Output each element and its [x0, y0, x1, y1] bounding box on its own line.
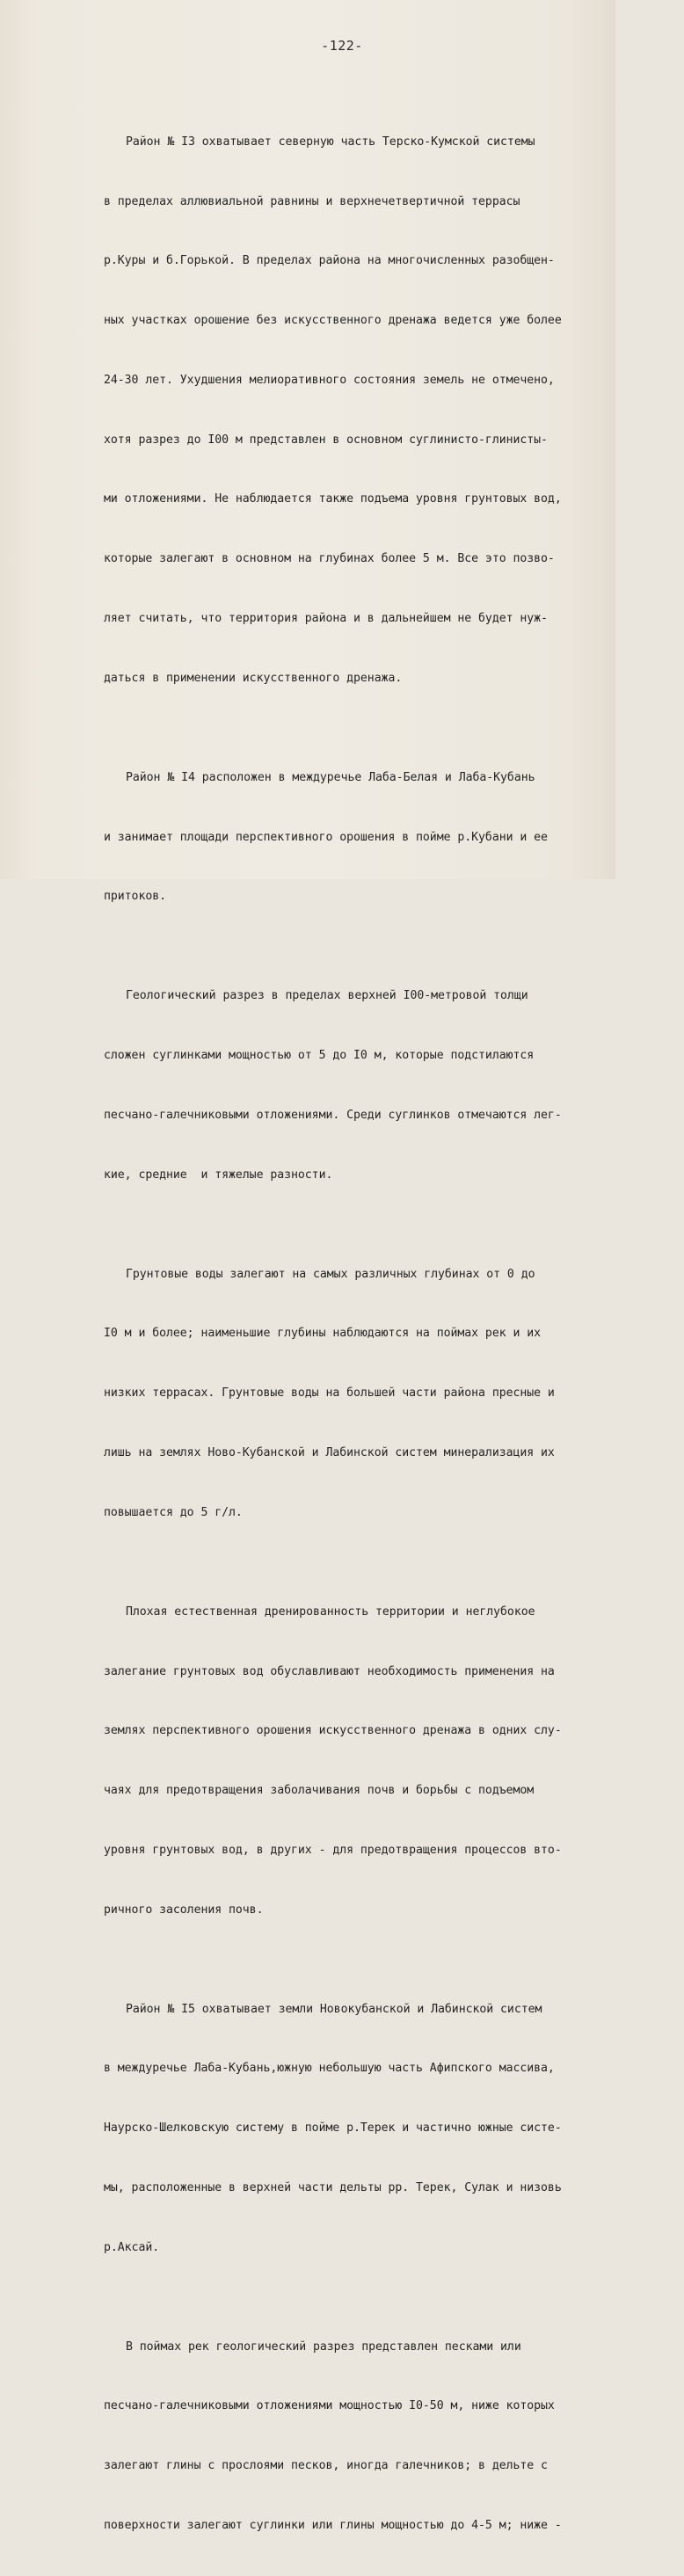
text-line: в междуречье Лаба-Кубань,южную небольшую часть Афипского массива, [104, 2062, 555, 2076]
page-number: -122- [321, 38, 363, 54]
text-line: притоков. [104, 890, 167, 904]
text-line: В поймах рек геологический разрез представлен песками или [126, 2340, 521, 2354]
text-line: ми отложениями. Не наблюдается также подъема уровня грунтовых вод, [104, 492, 562, 506]
text-line: ляет считать, что территория района и в дальнейшем не будет нуж- [104, 612, 548, 626]
text-line: 24-30 лет. Ухудшения мелиоративного состояния земель не отмечено, [104, 373, 555, 387]
text-line: р.Аксай. [104, 2240, 160, 2254]
text-line: р.Куры и б.Горькой. В пределах района на многочисленных разобщен- [104, 254, 555, 268]
text-line: в пределах аллювиальной равнины и верхнечетвертичной террасы [104, 194, 520, 208]
text-line: и занимает площади перспективного орошения в пойме р.Кубани и ее [104, 830, 548, 844]
text-line: сложен суглинками мощностью от 5 до I0 м, которые подстилаются [104, 1049, 535, 1063]
text-line: кие, средние и тяжелые разности. [104, 1168, 333, 1182]
text-line: ных участках орошение без искусственного дренажа ведется уже более [104, 314, 562, 328]
text-line: мы, расположенные в верхней части дельты рр. Терек, Сулак и низовь [104, 2180, 562, 2194]
text-line: ричного засоления почв. [104, 1903, 264, 1917]
body-text [104, 73, 614, 2576]
text-line: поверхности залегают суглинки или глины мощностью до 4-5 м; ниже - [104, 2519, 562, 2533]
text-line: чаях для предотвращения заболачивания почв и борьбы с подъемом [104, 1784, 535, 1798]
text-line: повышается до 5 г/л. [104, 1505, 243, 1519]
text-line: песчано-галечниковыми отложениями. Среди суглинков отмечаются лег- [104, 1108, 562, 1122]
text-line: землях перспективного орошения искусственного дренажа в одних слу- [104, 1724, 562, 1738]
text-line: Геологический разрез в пределах верхней I00-метровой толщи [126, 989, 528, 1003]
text-line: I0 м и более; наименьшие глубины наблюдаются на поймах рек и их [104, 1327, 542, 1341]
text-line: хотя разрез до I00 м представлен в основном суглинисто-глинисты- [104, 433, 548, 447]
text-line: песчано-галечниковыми отложениями мощностью I0-50 м, ниже которых [104, 2399, 555, 2413]
text-line: которые залегают в основном на глубинах более 5 м. Все это позво- [104, 552, 555, 566]
text-line: залегание грунтовых вод обуславливают необходимость применения на [104, 1664, 555, 1678]
text-line: Район № I3 охватывает северную часть Терско-Кумской системы [126, 135, 535, 149]
text-line: Район № I4 расположен в междуречье Лаба-Белая и Лаба-Кубань [126, 770, 535, 784]
text-line: Грунтовые воды залегают на самых различных глубинах от 0 до [126, 1267, 535, 1281]
text-line: лишь на землях Ново-Кубанской и Лабинской систем минерализация их [104, 1445, 555, 1459]
text-line: залегают глины с прослоями песков, иногда галечников; в дельте с [104, 2459, 548, 2473]
text-line: даться в применении искусственного дренажа. [104, 671, 403, 685]
text-line: Наурско-Шелковскую систему в пойме р.Терек и частично южные систе- [104, 2121, 562, 2136]
text-line: Район № I5 охватывает земли Новокубанской и Лабинской систем [126, 2002, 542, 2016]
text-line: Плохая естественная дренированность территории и неглубокое [126, 1605, 535, 1619]
text-line: уровня грунтовых вод, в других - для предотвращения процессов вто- [104, 1843, 562, 1857]
text-line: низких террасах. Грунтовые воды на большей части района пресные и [104, 1386, 555, 1401]
